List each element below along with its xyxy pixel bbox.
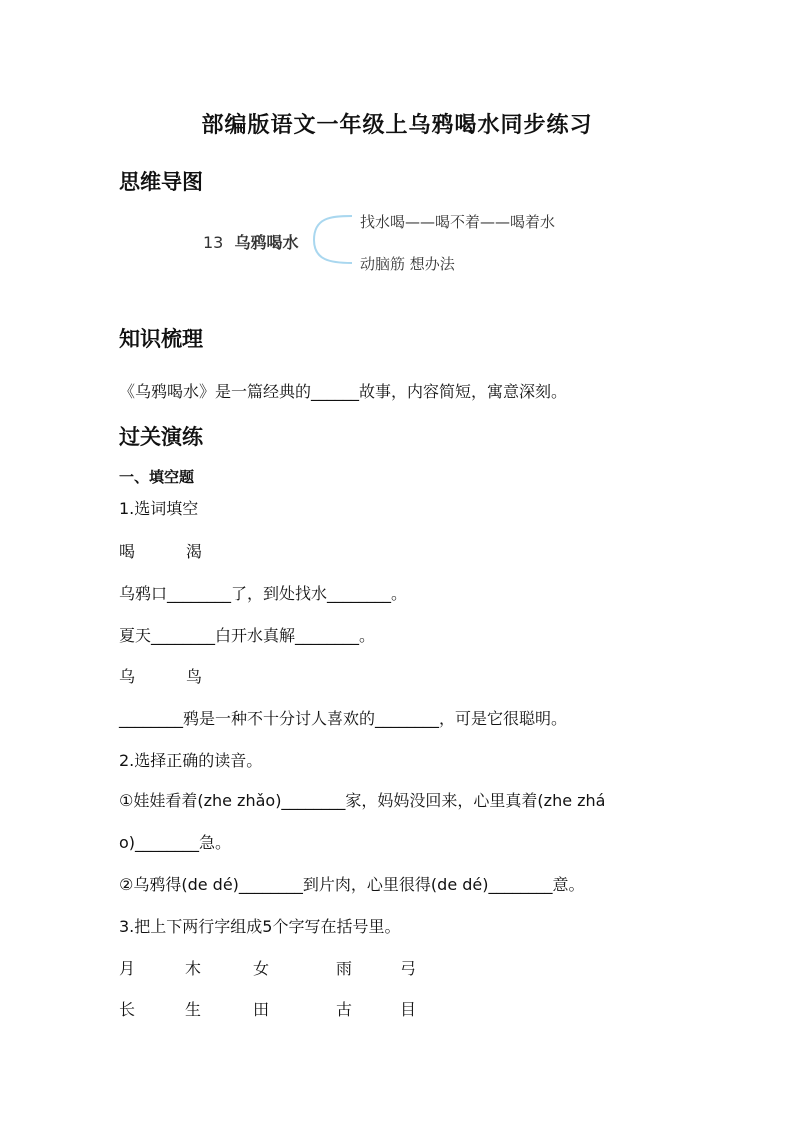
q1-choices-a [119,539,319,561]
section-heading-mindmap: 思维导图 [119,170,203,194]
char-cell: 目 [400,1000,417,1019]
char-cell: 生 [185,1000,202,1019]
section-heading-knowledge: 知识梳理 [119,327,203,351]
char-cell: 月 [119,959,136,978]
choice-char: 鸟 [186,667,203,686]
char-cell: 女 [253,959,270,978]
knowledge-text: 《乌鸦喝水》是一篇经典的______故事，内容简短，寓意深刻。 [119,382,568,401]
q1-label: 1.选词填空 [119,499,199,518]
q2-line-2: ②乌鸦得(de dé)________到片肉，心里很得(de dé)________意。 [119,875,585,894]
section-heading-practice: 过关演练 [119,425,203,449]
char-cell: 雨 [336,959,353,978]
char-cell: 古 [336,1000,353,1019]
q3-row-1 [119,956,439,978]
q2-line-1-cont: o)________急。 [119,833,232,852]
document-title: 部编版语文一年级上乌鸦喝水同步练习 [201,113,593,138]
char-cell: 弓 [400,959,417,978]
q1-choices-b [119,664,319,686]
char-cell: 田 [253,1000,270,1019]
mindmap-branch-1: 找水喝——喝不着——喝着水 [360,213,556,231]
part-heading: 一、填空题 [119,468,195,486]
lesson-title: 乌鸦喝水 [234,233,299,252]
q3-label: 3.把上下两行字组成5个字写在括号里。 [119,917,401,936]
choice-char: 渴 [186,542,203,561]
q1-line-b1: ________鸦是一种不十分讨人喜欢的________，可是它很聪明。 [119,709,568,728]
q2-line-1: ①娃娃看着(zhe zhǎo)________家，妈妈没回来，心里真着(zhe zhá [119,791,606,810]
q2-label: 2.选择正确的读音。 [119,751,263,770]
mindmap-branch-2: 动脑筋 想办法 [360,255,455,273]
q1-line-a1: 乌鸦口________了，到处找水________。 [119,584,408,603]
q3-row-2 [119,997,439,1019]
choice-char: 乌 [119,667,136,686]
choice-char: 喝 [119,542,136,561]
lesson-number: 13 [203,233,224,252]
mindmap-connector [300,208,360,268]
q1-line-a2: 夏天________白开水真解________。 [119,626,376,645]
mindmap-center [203,230,298,253]
char-cell: 木 [185,959,202,978]
char-cell: 长 [119,1000,136,1019]
